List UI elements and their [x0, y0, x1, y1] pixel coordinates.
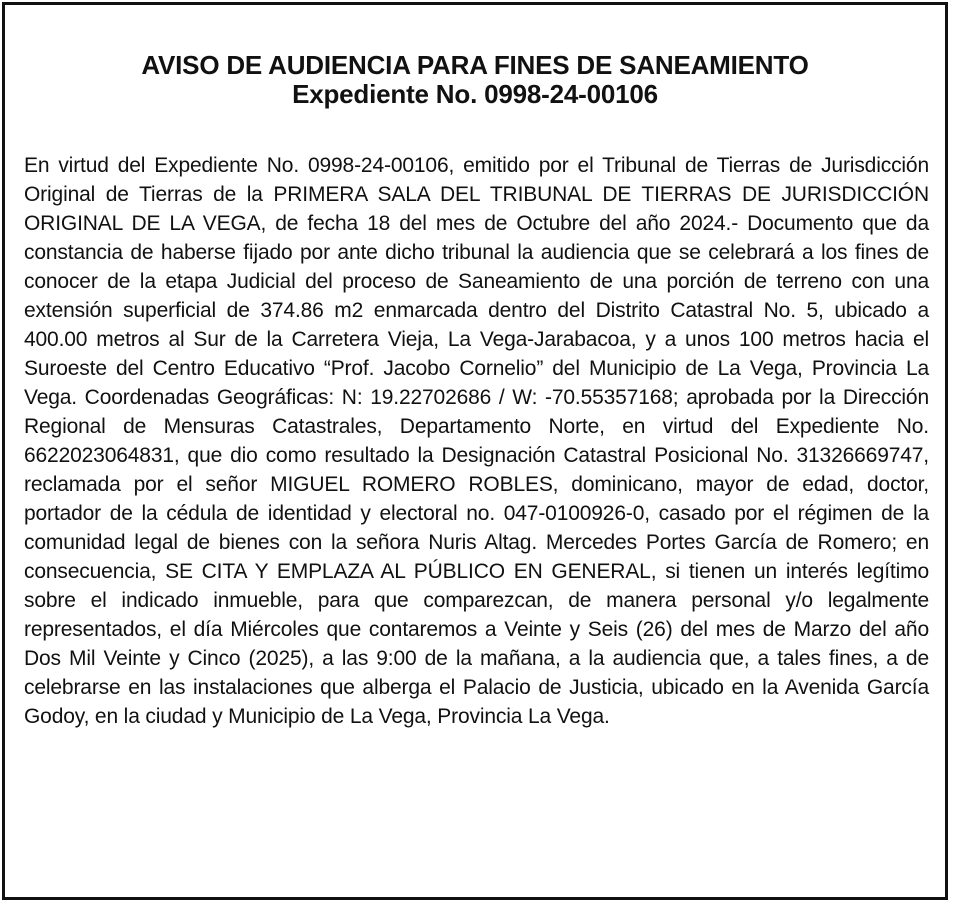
notice-subtitle: Expediente No. 0998-24-00106: [292, 79, 658, 109]
notice-header: [5, 51, 945, 109]
notice-body: En virtud del Expediente No. 0998-24-00106, emitido por el Tribunal de Tierras de Jurisdicción Original de Tierras de la PRIMERA SALA DEL TRIBUNAL DE TIERRAS DE JURISDICCIÓN ORIGINAL DE LA VEGA, de fecha 18 del mes de Octubre del año 2024.- Documento que da constancia de haberse fijado por ante dicho tribunal la audiencia que se celebrará a los fines de conocer de la etapa Judicial del proceso de Saneamiento de una porción de terreno con una extensión superficial de 374.86 m2 enmarcada dentro del Distrito Catastral No. 5, ubicado a 400.00 metros al Sur de la Carretera Vieja, La Vega-Jarabacoa, y a unos 100 metros hacia el Suroeste del Centro Educativo “Prof. Jacobo Cornelio” del Municipio de La Vega, Provincia La Vega. Coordenadas Geográficas: N: 19.22702686 / W: -70.55357168; aprobada por la Dirección Regional de Mensuras Catastrales, Departamento Norte, en virtud del Expediente No. 6622023064831, que dio como resultado la Designación Catastral Posicional No. 31326669747, reclamada por el señor MIGUEL ROMERO ROBLES, dominicano, mayor de edad, doctor, portador de la cédula de identidad y electoral no. 047-0100926-0, casado por el régimen de la comunidad legal de bienes con la señora Nuris Altag. Mercedes Portes García de Romero; en consecuencia, SE CITA Y EMPLAZA AL PÚBLICO EN GENERAL, si tienen un interés legítimo sobre el indicado inmueble, para que comparezcan, de manera personal y/o legalmente representados, el día Miércoles que contaremos a Veinte y Seis (26) del mes de Marzo del año Dos Mil Veinte y Cinco (2025), a las 9:00 de la mañana, a la audiencia que, a tales fines, a de celebrarse en las instalaciones que alberga el Palacio de Justicia, ubicado en la Avenida García Godoy, en la ciudad y Municipio de La Vega, Provincia La Vega.: [24, 154, 929, 728]
notice-title: AVISO DE AUDIENCIA PARA FINES DE SANEAMIENTO: [141, 50, 809, 80]
notice-frame: [2, 2, 948, 900]
